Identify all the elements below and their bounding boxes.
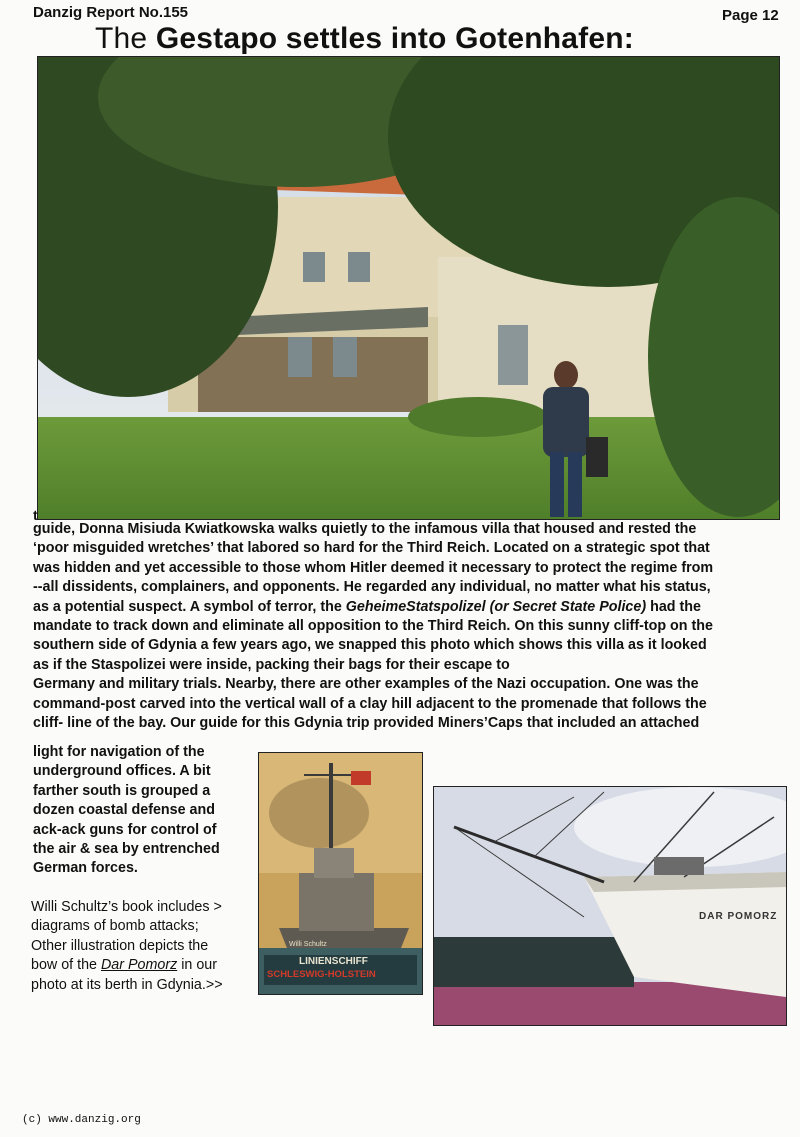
- caption-line: photo at its berth in Gdynia.>>: [31, 976, 223, 993]
- stray-letter: t: [33, 507, 38, 523]
- caption-line: Willi Schultz’s book includes >: [31, 899, 222, 915]
- caption-line: Other illustration depicts the: [31, 937, 209, 954]
- footer-copyright: (c) www.danzig.org: [22, 1114, 141, 1126]
- body-line: command-post carved into the vertical wall of a clay hill adjacent to the promenade that follows the: [33, 695, 707, 712]
- side-line: ack-ack guns for control of: [33, 821, 217, 838]
- photo-caption: [31, 898, 261, 995]
- side-paragraph: [33, 743, 263, 879]
- page-title: [95, 22, 634, 56]
- ship-hull-name: DAR POMORZ: [699, 911, 778, 922]
- book-cover-illustration: [259, 753, 422, 994]
- villa-photo: [37, 56, 780, 520]
- side-line: German forces.: [33, 860, 138, 877]
- body-line: southern side of Gdynia a few years ago, we snapped this photo which shows this villa as it looked: [33, 637, 707, 654]
- ship-photo-illustration: [434, 787, 786, 1025]
- caption-text: bow of the: [31, 957, 97, 974]
- title-prefix: The: [95, 22, 148, 55]
- body-line: guide, Donna Misiuda Kwiatkowska walks quietly to the infamous villa that housed and rested the: [33, 521, 697, 537]
- side-line: farther south is grouped a: [33, 782, 211, 799]
- body-line: --all dissidents, complainers, and opponents. He regarded any individual, no matter what his status,: [33, 579, 711, 596]
- body-line-text: had the: [650, 598, 701, 615]
- book-title-line1: LINIENSCHIFF: [299, 956, 368, 967]
- book-title-line2: SCHLESWIG-HOLSTEIN: [267, 969, 376, 980]
- caption-line: [31, 956, 261, 975]
- page-number: Page 12: [722, 7, 779, 24]
- gestapo-term: GeheimeStatspolizel (or Secret State Police): [345, 598, 647, 615]
- ship-name-link[interactable]: Dar Pomorz: [100, 957, 178, 974]
- caption-text: in our: [181, 957, 217, 974]
- main-paragraph: [33, 520, 785, 733]
- title-main: Gestapo settles into Gotenhafen:: [155, 22, 634, 55]
- side-line: light for navigation of the: [33, 744, 205, 760]
- book-cover: [258, 752, 423, 995]
- body-line: mandate to track down and eliminate all opposition to the Third Reich. On this sunny cliff-top on the: [33, 618, 713, 635]
- body-line: [33, 598, 785, 617]
- side-line: underground offices. A bit: [33, 763, 211, 780]
- villa-photo-illustration: [38, 57, 779, 519]
- side-line: dozen coastal defense and: [33, 802, 215, 819]
- body-line: as if the Staspolizei were inside, packing their bags for their escape to: [33, 656, 510, 673]
- body-line: was hidden and yet accessible to those whom Hitler deemed it necessary to protect the regime from: [33, 559, 714, 576]
- book-author: Willi Schultz: [289, 941, 327, 948]
- report-number: Danzig Report No.155: [33, 4, 189, 21]
- body-line: Germany and military trials. Nearby, there are other examples of the Nazi occupation. One was the: [33, 676, 699, 693]
- side-line: the air & sea by entrenched: [33, 841, 220, 858]
- ship-photo: [433, 786, 787, 1026]
- body-line: ‘poor misguided wretches’ that labored so hard for the Third Reich. Located on a strategic spot that: [33, 540, 710, 557]
- body-line: cliff- line of the bay. Our guide for this Gdynia trip provided Miners’Caps that included an attached: [33, 715, 700, 732]
- caption-line: diagrams of bomb attacks;: [31, 918, 199, 935]
- body-line-text: as a potential suspect. A symbol of terror, the: [33, 598, 342, 615]
